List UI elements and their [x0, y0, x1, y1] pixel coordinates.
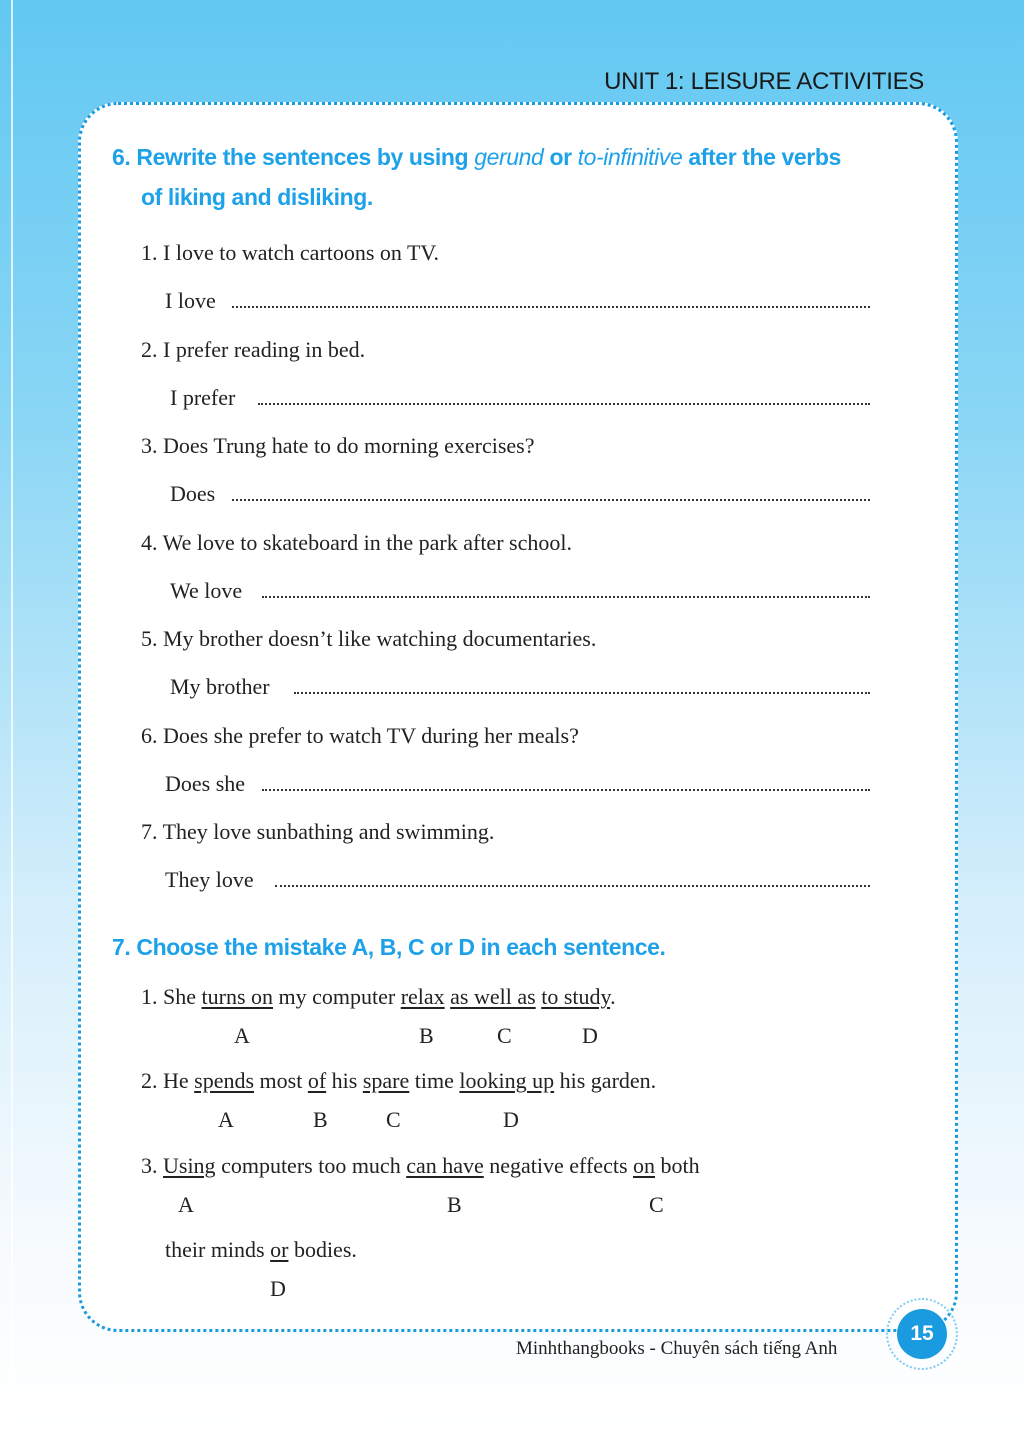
ex6-prompt-3: Does — [170, 481, 216, 506]
q2-part-d: looking up — [459, 1068, 555, 1093]
q1-part-a: turns on — [201, 984, 273, 1009]
ex6-answer-line-1[interactable] — [232, 306, 870, 308]
ex6-sentence-6: 6. Does she prefer to watch TV during her meals? — [141, 723, 579, 748]
exercise-6-title-a: Rewrite the sentences by using — [136, 144, 469, 170]
unit-title: UNIT 1: LEISURE ACTIVITIES — [604, 68, 924, 95]
q2-number: 2. He — [141, 1068, 189, 1093]
q1-option-a[interactable]: A — [234, 1023, 250, 1048]
q1-option-d[interactable]: D — [582, 1023, 598, 1048]
exercise-6-heading — [112, 144, 841, 171]
q3-end: bodies. — [293, 1237, 357, 1262]
q3-option-d[interactable]: D — [270, 1276, 286, 1301]
exercise-6-heading-line2: of liking and disliking. — [141, 184, 373, 210]
q3-part-b: can have — [406, 1153, 484, 1178]
ex6-prompt-2: I prefer — [170, 385, 236, 410]
q1-option-b[interactable]: B — [419, 1023, 434, 1048]
ex6-prompt-7: They love — [165, 867, 254, 892]
q3-text-3: both — [660, 1153, 700, 1178]
ex6-prompt-1: I love — [165, 288, 216, 313]
q2-option-d[interactable]: D — [503, 1107, 519, 1132]
q3-option-c[interactable]: C — [649, 1192, 664, 1217]
q3-number: 3. — [141, 1153, 158, 1178]
ex6-sentence-5: 5. My brother doesn’t like watching documentaries. — [141, 626, 597, 651]
ex6-prompt-5: My brother — [170, 674, 270, 699]
q2-text-1: most — [259, 1068, 303, 1093]
q3-text-2: negative effects — [489, 1153, 628, 1178]
q3-part-d: or — [270, 1237, 289, 1262]
ex7-question-2 — [141, 1068, 656, 1094]
q2-text-3: time — [414, 1068, 454, 1093]
ex7-question-3-line2 — [165, 1237, 357, 1263]
ex6-sentence-4: 4. We love to skateboard in the park after school. — [141, 530, 572, 555]
q1-text-1: my computer — [278, 984, 396, 1009]
exercise-6-title-infinitive: to-infinitive — [577, 144, 683, 170]
q3-option-b[interactable]: B — [447, 1192, 462, 1217]
q3-text-4: their minds — [165, 1237, 265, 1262]
q2-part-a: spends — [194, 1068, 255, 1093]
exercise-7-heading: 7. Choose the mistake A, B, C or D in each sentence. — [112, 934, 666, 960]
q1-part-d: to study — [541, 984, 611, 1009]
q2-option-b[interactable]: B — [313, 1107, 328, 1132]
page-number-badge: 15 — [897, 1309, 947, 1359]
q1-part-c: as well as — [450, 984, 536, 1009]
ex6-answer-line-5[interactable] — [294, 692, 870, 694]
ex7-question-3 — [141, 1153, 700, 1179]
footer-publisher: Minhthangbooks - Chuyên sách tiếng Anh — [516, 1338, 838, 1359]
ex6-sentence-3: 3. Does Trung hate to do morning exercises? — [141, 433, 535, 458]
q3-text-1: computers too much — [221, 1153, 401, 1178]
ex6-answer-line-4[interactable] — [262, 596, 870, 598]
exercise-6-title-e: after the verbs — [688, 144, 841, 170]
ex6-prompt-6: Does she — [165, 771, 246, 796]
q2-option-c[interactable]: C — [386, 1107, 401, 1132]
exercise-6-number: 6. — [112, 144, 131, 170]
q2-text-2: his — [331, 1068, 358, 1093]
q2-part-b: of — [307, 1068, 327, 1093]
q3-part-c: on — [633, 1153, 656, 1178]
ex6-sentence-1: 1. I love to watch cartoons on TV. — [141, 240, 439, 265]
ex6-sentence-2: 2. I prefer reading in bed. — [141, 337, 366, 362]
ex6-answer-line-2[interactable] — [258, 403, 870, 405]
q1-number: 1. She — [141, 984, 196, 1009]
ex6-answer-line-3[interactable] — [232, 499, 870, 501]
exercise-6-title-gerund: gerund — [474, 144, 544, 170]
q1-option-c[interactable]: C — [497, 1023, 512, 1048]
q3-option-a[interactable]: A — [178, 1192, 194, 1217]
q2-option-a[interactable]: A — [218, 1107, 234, 1132]
content-card — [78, 102, 958, 1332]
ex6-sentence-7: 7. They love sunbathing and swimming. — [141, 819, 495, 844]
q2-part-c: spare — [362, 1068, 410, 1093]
page-edge-line — [11, 0, 13, 1435]
exercise-6-title-or: or — [549, 144, 572, 170]
q3-part-a: Using — [163, 1153, 216, 1178]
q1-part-b: relax — [400, 984, 445, 1009]
ex6-prompt-4: We love — [170, 578, 243, 603]
ex6-answer-line-7[interactable] — [275, 885, 870, 887]
ex7-question-1 — [141, 984, 616, 1010]
ex6-answer-line-6[interactable] — [262, 789, 870, 791]
q1-end: . — [610, 984, 616, 1009]
q2-end: his garden. — [559, 1068, 657, 1093]
